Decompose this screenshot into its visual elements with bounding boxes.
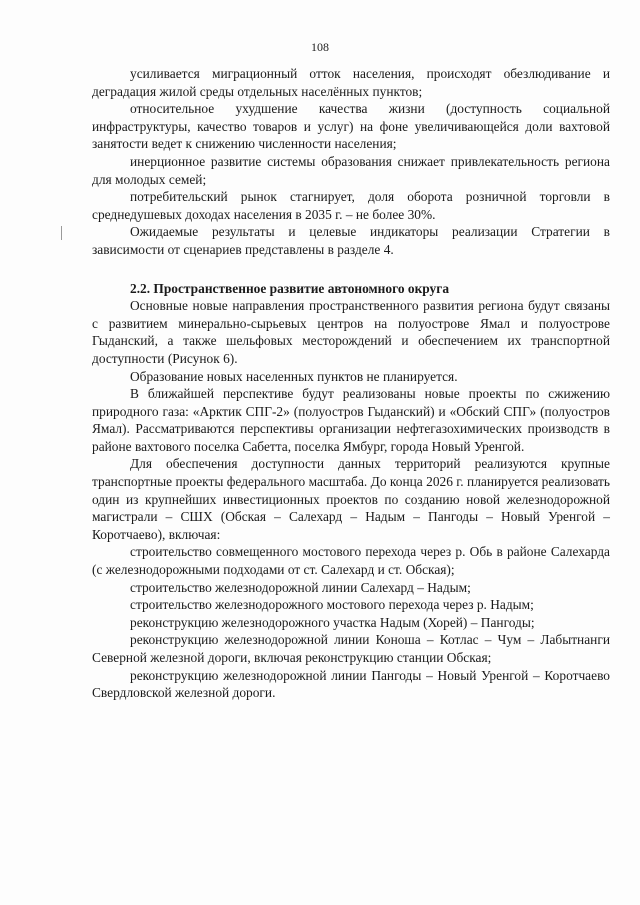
paragraph-directions: Основные новые направления пространственного развития региона будут связаны с развитием минерально-сырьевых центров на полуострове Ямал и полуострове Гыданский, а также шельфовых месторождений и обеспечением их транспортной доступности (Рисунок 6).	[92, 298, 610, 366]
paragraph-no-new-settlements: Образование новых населенных пунктов не планируется.	[130, 368, 458, 384]
paragraph-migration: усиливается миграционный отток населения, происходят обезлюдивание и деградация жилой среды отдельных населённых пунктов;	[92, 66, 610, 99]
paragraph-expected-results: Ожидаемые результаты и целевые индикаторы реализации Стратегии в зависимости от сценариев представлены в разделе 4.	[92, 224, 610, 257]
paragraph-education: инерционное развитие системы образования снижает привлекательность региона для молодых семей;	[92, 153, 610, 187]
list-item-nadym-bridge: строительство железнодорожного мостового перехода через р. Надым;	[130, 597, 534, 613]
page-number: 108	[311, 40, 329, 54]
paragraph-lng-projects: В ближайшей перспективе будут реализованы новые проекты по сжижению природного газа: «Арктик СПГ-2» (полуостров Гыданский) и «Обский СПГ» (полуостров Ямал). Рассматриваются перспективы организации нефтегазохимических производств в районе вахтового поселка Сабетта, поселка Ямбург, города Новый Уренгой.	[92, 386, 610, 454]
margin-mark	[61, 226, 62, 240]
page-body	[92, 65, 610, 702]
section-heading: 2.2. Пространственное развитие автономного округа	[130, 280, 450, 296]
list-item-salekhard-nadym: строительство железнодорожной линии Салехард – Надым;	[130, 579, 471, 595]
list-item-nadym-pangody: реконструкцию железнодорожного участка Надым (Хорей) – Пангоды;	[130, 614, 535, 630]
list-item-konosha-line: реконструкцию железнодорожной линии Коноша – Котлас – Чум – Лабытнанги Северной железной дороги, включая реконструкцию станции Обская;	[92, 632, 610, 665]
list-item-pangody-line: реконструкцию железнодорожной линии Пангоды – Новый Уренгой – Коротчаево Свердловской железной дороги.	[92, 667, 610, 701]
paragraph-transport-projects: Для обеспечения доступности данных территорий реализуются крупные транспортные проекты федерального масштаба. До конца 2026 г. планируется реализовать один из крупнейших инвестиционных проектов по созданию новой железнодорожной магистрали – СШХ (Обская – Салехард – Надым – Пангоды – Новый Уренгой – Коротчаево), включая:	[92, 456, 610, 542]
list-item-ob-bridge: строительство совмещенного мостового перехода через р. Обь в районе Салехарда (с железнодорожными подходами от ст. Салехард и ст. Обская);	[92, 544, 610, 578]
paragraph-consumer-market: потребительский рынок стагнирует, доля оборота розничной торговли в среднедушевых доходах населения в 2035 г. – не более 30%.	[92, 189, 610, 222]
paragraph-quality-of-life: относительное ухудшение качества жизни (доступность социальной инфраструктуры, качество товаров и услуг) на фоне увеличивающейся доли вахтовой занятости ведет к снижению численности населения;	[92, 101, 610, 152]
